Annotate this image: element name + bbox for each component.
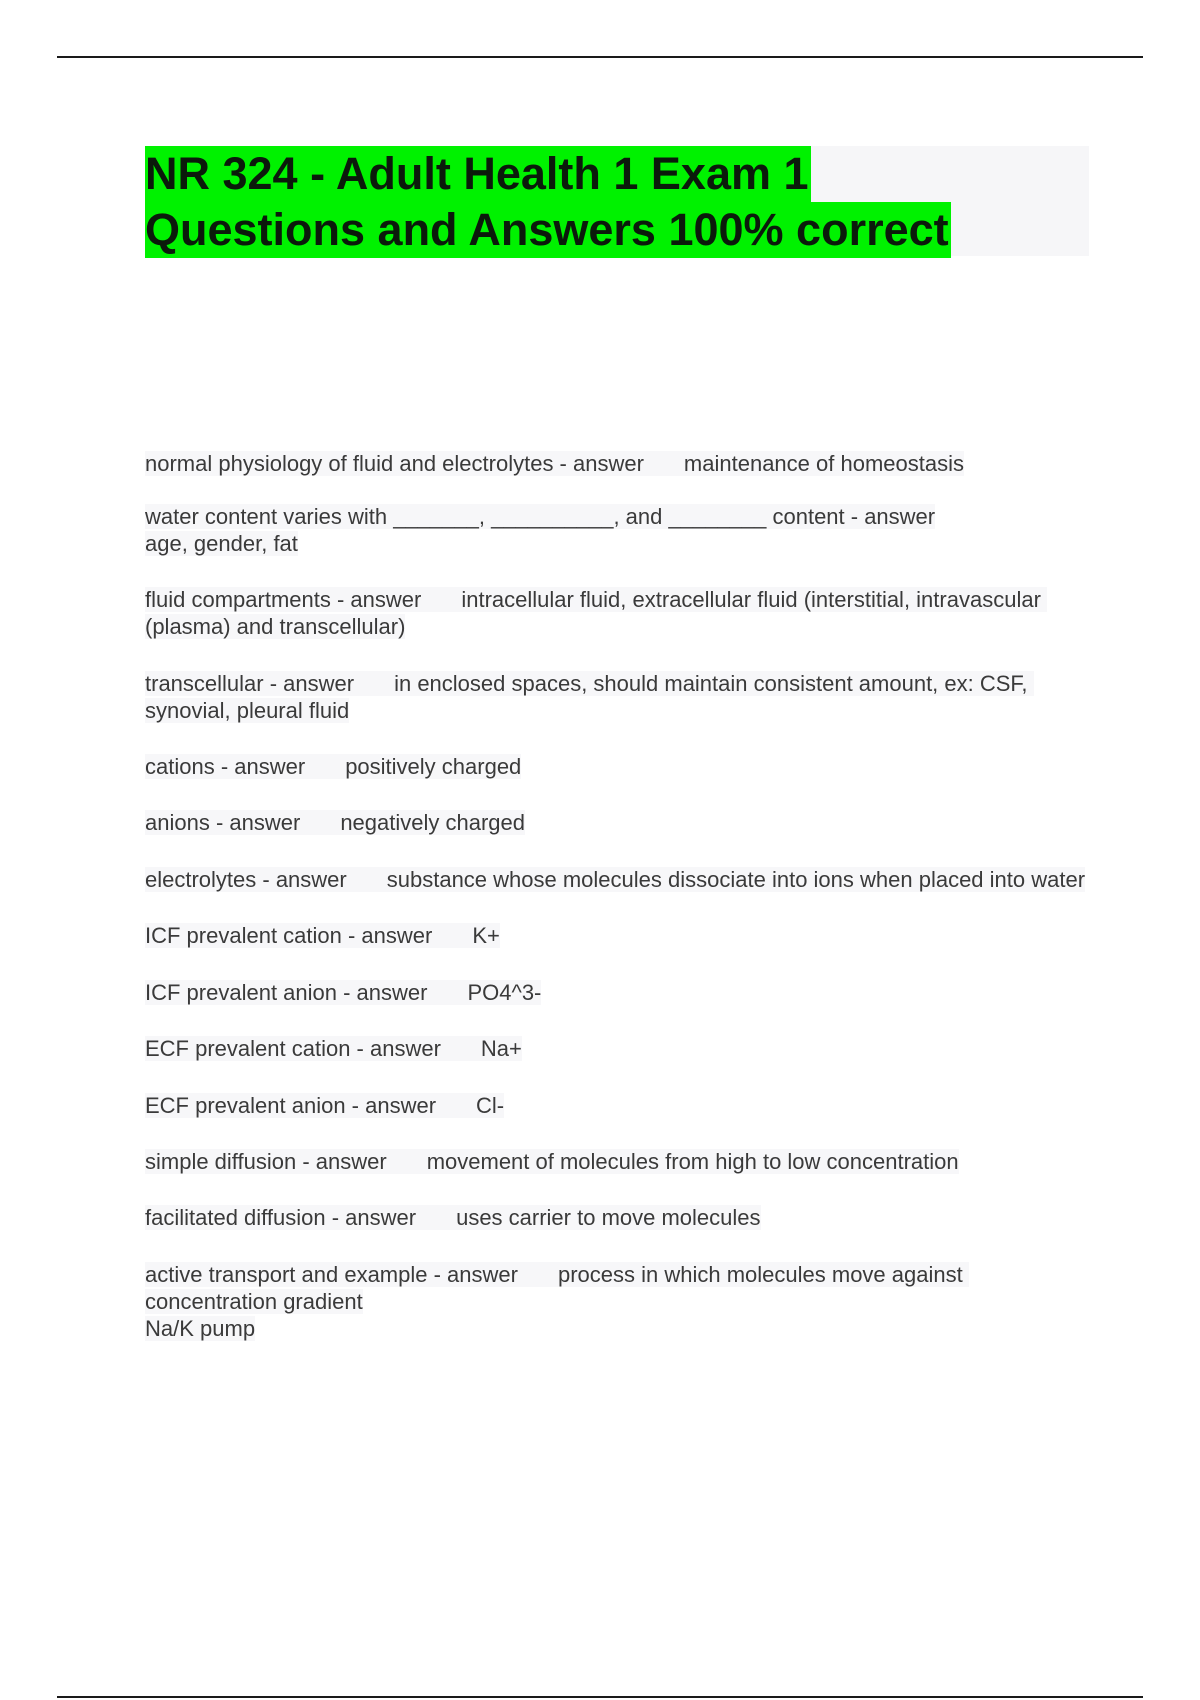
qa-answer: age, gender, fat [145, 531, 298, 556]
qa-item [145, 670, 1095, 724]
qa-answer: positively charged [345, 754, 522, 779]
qa-answer: Cl- [476, 1093, 505, 1118]
qa-answer: substance whose molecules dissociate into ions when placed into water [386, 867, 1086, 892]
qa-item [145, 866, 1095, 893]
qa-item [145, 586, 1095, 640]
qa-item [145, 979, 1095, 1006]
qa-list [145, 450, 1095, 1342]
qa-item [145, 503, 1095, 557]
qa-answer: maintenance of homeostasis [683, 451, 964, 476]
qa-item [145, 1261, 1095, 1342]
qa-item [145, 753, 1095, 780]
qa-question: active transport and example - answer [145, 1262, 518, 1287]
title-line-1: NR 324 - Adult Health 1 Exam 1 [145, 146, 811, 202]
qa-question: ICF prevalent cation - answer [145, 923, 433, 948]
qa-question: ECF prevalent cation - answer [145, 1036, 441, 1061]
qa-answer-extra: Na/K pump [145, 1316, 256, 1341]
qa-question: facilitated diffusion - answer [145, 1205, 417, 1230]
qa-question: water content varies with _______, __________, and ________ content - answer [145, 504, 936, 529]
qa-question: anions - answer [145, 810, 301, 835]
footer-rule [57, 1696, 1143, 1698]
qa-question: transcellular - answer [145, 671, 355, 696]
qa-answer: movement of molecules from high to low concentration [426, 1149, 959, 1174]
qa-question: ICF prevalent anion - answer [145, 980, 428, 1005]
qa-question: normal physiology of fluid and electrolytes - answer [145, 451, 644, 476]
qa-item [145, 1204, 1095, 1231]
qa-question: simple diffusion - answer [145, 1149, 387, 1174]
qa-answer: negatively charged [340, 810, 525, 835]
qa-answer: in enclosed spaces, should maintain consistent amount, ex: CSF, synovial, pleural fluid [145, 671, 1034, 723]
title-line-2: Questions and Answers 100% correct [145, 202, 951, 258]
qa-item [145, 922, 1095, 949]
qa-answer: process in which molecules move against concentration gradient [145, 1262, 969, 1314]
qa-answer: Na+ [480, 1036, 522, 1061]
qa-answer: PO4^3- [467, 980, 542, 1005]
qa-item [145, 809, 1095, 836]
qa-item [145, 1148, 1095, 1175]
qa-question: cations - answer [145, 754, 306, 779]
qa-answer: K+ [472, 923, 500, 948]
qa-item [145, 1035, 1095, 1062]
qa-item [145, 450, 1095, 477]
document-title [145, 146, 1045, 258]
header-rule [57, 56, 1143, 58]
qa-answer: uses carrier to move molecules [456, 1205, 761, 1230]
qa-item [145, 1092, 1095, 1119]
qa-question: electrolytes - answer [145, 867, 347, 892]
qa-question: fluid compartments - answer [145, 587, 422, 612]
qa-answer: intracellular fluid, extracellular fluid (interstitial, intravascular (plasma) and transcellular) [145, 587, 1048, 639]
qa-question: ECF prevalent anion - answer [145, 1093, 437, 1118]
